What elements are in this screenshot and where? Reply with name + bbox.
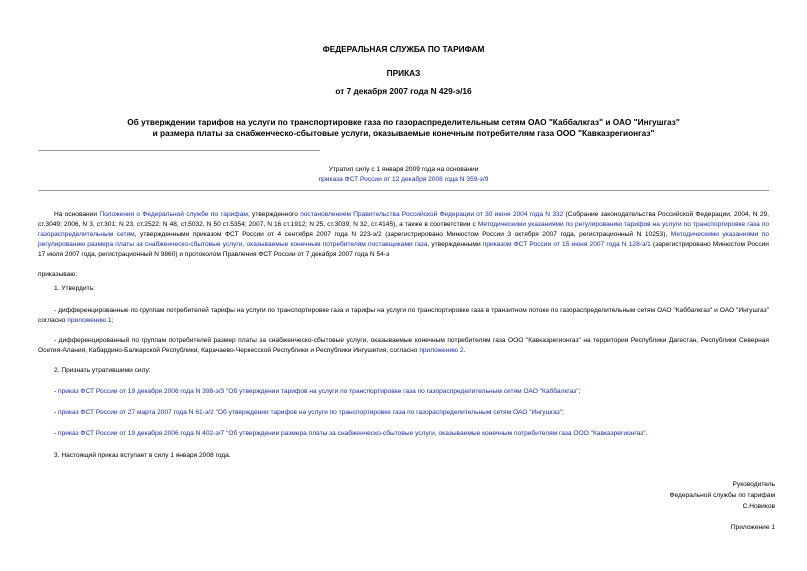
appendix-2-link[interactable]: приложению 2 <box>419 347 464 354</box>
item-2-heading: 2. Признать утратившими силу: <box>54 367 151 374</box>
item-text: - дифференцированный по группам потребителей размер платы за снабженческо-сбытовые услуги, оказываемые конечным потребителям газа ООО "Кавказрегионгаз" на территории Республики Дагестан, Республики Северная Осетия-Алания, Кабардино-Балкарской Республики, Карачаево-Черкесской Республики и Республики Ингушетия, согласно <box>38 337 769 354</box>
prikazyvayu: приказываю: <box>38 271 78 278</box>
signatory-position-2: Федеральной службы по тарифам <box>669 492 775 499</box>
repealed-order-3: - приказ ФСТ России от 19 декабря 2006 года N 402-э/7 "Об утверждении размера платы за снабженческо-сбытовые услуги, оказываемые конечным потребителям газа ООО "Кавказрегионгаз". <box>54 430 648 437</box>
doc-date-number: от 7 декабря 2007 года N 429-э/16 <box>335 86 472 96</box>
preamble-paragraph <box>38 210 769 260</box>
appendix-label: Приложение 1 <box>730 524 775 531</box>
top-divider <box>38 150 320 151</box>
repealed-order-61-link[interactable]: приказ ФСТ России от 27 марта 2007 года N 61-э/2 "Об утверждении тарифов на услуги по транспортировке газа по газораспределительным сетям ОАО "Ингушгаз" <box>58 409 563 416</box>
lost-force-basis <box>238 175 569 185</box>
government-decree-link[interactable]: постановлением Правительства Российской Федерации от 30 июня 2004 года N 332 <box>300 211 564 218</box>
fst-order-128-link[interactable]: приказом ФСТ России от 15 июня 2007 года N 128-э/1 <box>482 241 651 248</box>
appendix-1-link[interactable]: приложению 1 <box>67 317 112 324</box>
lost-force-note: Утратил силу с 1 января 2009 года на основании <box>328 166 479 173</box>
doc-title-line1: Об утверждении тарифов на услуги по транспортировке газа по газораспределительным сетям ОАО "Каббалкгаз" и ОАО "Ингушгаз" <box>127 117 680 127</box>
doc-title-line2: и размера платы за снабженческо-сбытовые услуги, оказываемые конечным потребителям газа ООО "Кавказрегионгаз" <box>152 128 655 138</box>
doc-type: ПРИКАЗ <box>386 68 421 78</box>
agency-name: ФЕДЕРАЛЬНАЯ СЛУЖБА ПО ТАРИФАМ <box>322 44 485 54</box>
signatory-name: С.Новиков <box>742 503 775 510</box>
item-1-dash-2: - дифференцированный по группам потребителей размер платы за снабженческо-сбытовые услуги, оказываемые конечным потребителям газа ООО "Кавказрегионгаз" на территории Республики Дагестан, Республики Северная Осетия-Алания, Кабардино-Балкарской Республики, Карачаево-Черкесской Республики и Республики Ингушетия, согласно приложению 2. <box>38 337 769 354</box>
basis-order-link[interactable]: приказа ФСТ России от 12 декабря 2008 года N 359-э/9 <box>318 176 489 183</box>
transport-tariff-guidelines-link[interactable]: Методическими указаниями по регулированию тарифов на услуги по транспортировке газа по газораспределительным сетям <box>38 221 769 238</box>
repealed-order-1: - приказ ФСТ России от 19 декабря 2006 года N 398-э/3 "Об утверждении тарифов на услуги по транспортировке газа по газораспределительным сетям ОАО "Каббалкгаз"; <box>54 388 581 395</box>
preamble-text: , утвержденными <box>427 241 481 248</box>
preamble-text: (Собрание законодательства Российской Федерации, 2004, N 29, ст.3049; 2006, N 3, ст.301; N 23, ст.2522; N 48, ст.5032, N 50 ст.5354; 2007, N 16 ст.1912; N 25, ст.3039; N 32, ст.4145), а также в соответствии с <box>38 211 769 228</box>
repealed-order-2: - приказ ФСТ России от 27 марта 2007 года N 61-э/2 "Об утверждении тарифов на услуги по транспортировке газа по газораспределительным сетям ОАО "Ингушгаз"; <box>54 409 564 416</box>
repealed-order-402-link[interactable]: приказ ФСТ России от 19 декабря 2006 года N 402-э/7 "Об утверждении размера платы за снабженческо-сбытовые услуги, оказываемые конечным потребителям газа ООО "Кавказрегионгаз" <box>58 430 646 437</box>
fst-regulation-link[interactable]: Положения о Федеральной службе по тарифам <box>99 211 248 218</box>
signatory-position-1: Руководитель <box>732 481 775 488</box>
item-1-heading: 1. Утвердить: <box>54 285 95 292</box>
item-3-text: 3. Настоящий приказ вступает в силу 1 января 2008 года. <box>54 452 231 459</box>
repealed-order-398-link[interactable]: приказ ФСТ России от 19 декабря 2006 года N 398-э/3 "Об утверждении тарифов на услуги по транспортировке газа по газораспределительным сетям ОАО "Каббалкгаз" <box>58 388 579 395</box>
preamble-text: (зарегистрировано Минюстом России 17 июля 2007 года, регистрационный N 9860) и протоколом Правления ФСТ России от 7 декабря 2007 года N 54-э <box>38 241 769 258</box>
item-1-dash-1: - дифференцированные по группам потребителей тарифы на услуги по транспортировке газа и тарифы на услуги по транспортировке газа в транзитном потоке по газораспределительным сетям ОАО "Каббалкгаз" и ОАО "Ингушгаз" согласно приложению 1; <box>38 307 769 324</box>
preamble-text: На основании <box>54 211 98 218</box>
item-text: - дифференцированные по группам потребителей тарифы на услуги по транспортировке газа и тарифы на услуги по транспортировке газа в транзитном потоке по газораспределительным сетям ОАО "Каббалкгаз" и ОАО "Ингушгаз" согласно <box>38 307 769 324</box>
preamble-text: , утвержденными приказом ФСТ России от 4 сентября 2007 года N 223-э/2 (зарегистрировано Минюстом России 3 октября 2007 года, регистрационный N 10253), <box>134 231 668 238</box>
preamble-text: , утвержденного <box>247 211 298 218</box>
status-divider <box>38 190 769 191</box>
sales-fee-guidelines-link[interactable]: Методическими указаниями по регулированию размера платы за снабженческо-сбытовые услуги, оказываемые конечным потребителям поставщиками газа <box>38 231 769 248</box>
